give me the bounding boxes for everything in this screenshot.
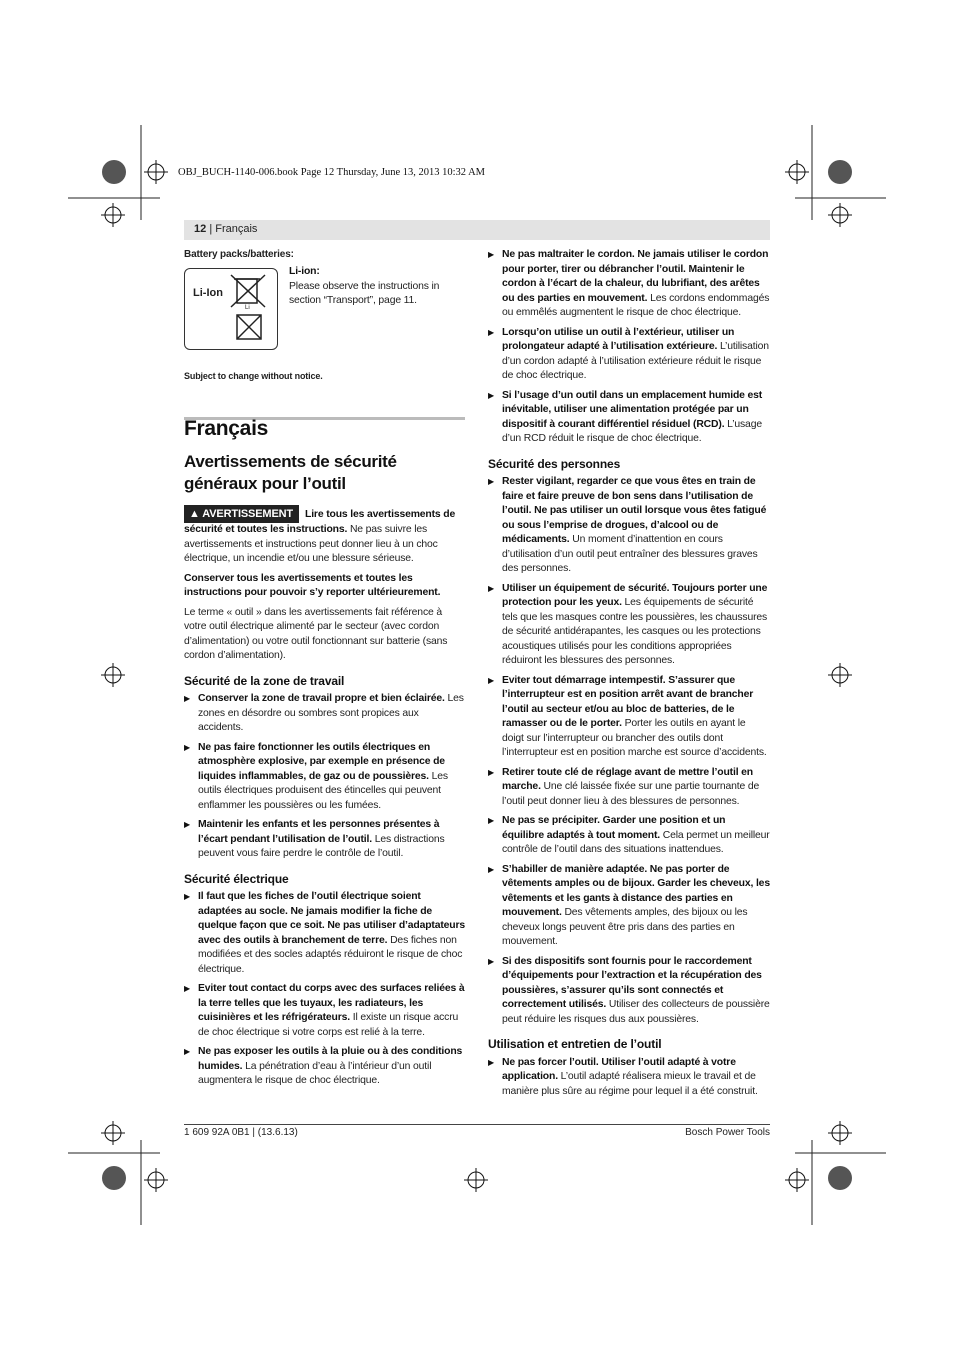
header-separator: |	[209, 223, 213, 235]
printer-info: OBJ_BUCH-1140-006.book Page 12 Thursday, June 13, 2013 10:32 AM	[178, 167, 486, 178]
warning-badge: ▲ AVERTISSEMENT	[184, 505, 299, 524]
triangle-right-icon: ▶	[488, 675, 495, 685]
triangle-right-icon: ▶	[488, 864, 495, 874]
section-heading: Sécurité électrique	[184, 871, 289, 886]
triangle-right-icon: ▶	[488, 1057, 495, 1067]
page-number: 12	[194, 223, 207, 235]
triangle-right-icon: ▶	[184, 892, 191, 901]
list-item: ▶ Ne pas maltraiter le cordon. Ne jamais utiliser le cordon pour porter, tirer ou débrancher l’outil. Maintenir le cordon à l’écart de la chaleur, du lubrifiant, des arêtes ou des parties en mouvement. Les cordons endommagés ou emmêlés augmentent le risque de choc électrique.	[488, 249, 770, 318]
list-item: ▶ Retirer toute clé de réglage avant de mettre l’outil en marche. Une clé laissée fixée sur une partie tournante de l’outil peut donner lieu à des blessures de personnes.	[488, 766, 760, 807]
right-column	[488, 248, 770, 1104]
change-notice: Subject to change without notice.	[184, 371, 323, 381]
left-main	[184, 418, 466, 1094]
triangle-right-icon: ▶	[488, 390, 495, 400]
header-language: Français	[215, 223, 258, 235]
section-heading: Sécurité des personnes	[488, 456, 621, 471]
triangle-right-icon: ▶	[184, 1047, 191, 1056]
triangle-right-icon: ▶	[488, 250, 495, 259]
list-item: ▶ Il faut que les fiches de l’outil électrique soient adaptées au socle. Ne jamais modifier la fiche de quelque façon que ce soit. Ne pas utiliser d’adaptateurs avec des outils à branchement de terre. Des fiches non modifiées et des socles adaptés réduiront le risque de choc électrique.	[184, 891, 466, 975]
triangle-right-icon: ▶	[488, 327, 495, 337]
li-label: Li	[245, 305, 250, 311]
triangle-right-icon: ▶	[184, 694, 191, 703]
list-item: ▶ Ne pas exposer les outils à la pluie ou à des conditions humides. La pénétration d’eau à l’intérieur d’un outil augmentera le risque de choc électrique.	[184, 1046, 463, 1086]
list-item: ▶ Eviter tout démarrage intempestif. S’assurer que l’interrupteur est en position arrêt avant de brancher l’outil au secteur et/ou au bloc de batteries, de le ramasser ou de le porter. Porter les outils en ayant le doigt sur l’interrupteur ou brancher des outils dont l’interrupteur est en position marche est source d’accidents.	[488, 674, 767, 758]
triangle-right-icon: ▶	[184, 984, 191, 993]
section-heading: Sécurité de la zone de travail	[184, 673, 345, 688]
battery-heading: Battery packs/batteries:	[184, 249, 294, 260]
list-item: ▶ Ne pas se précipiter. Garder une position et un équilibre adaptés à tout moment. Cela permet un meilleur contrôle de l’outil dans des situations inattendues.	[488, 815, 770, 855]
li-ion-text: Please observe the instructions in section “Transport”, page 11.	[289, 280, 440, 306]
li-ion-symbol	[184, 268, 278, 350]
list-item: ▶ Ne pas forcer l’outil. Utiliser l’outil adapté à votre application. L’outil adapté réalisera mieux le travail et de manière plus sûre au régime pour lequel il a été construit.	[488, 1056, 758, 1097]
right-intro-list	[488, 248, 770, 447]
list-item: ▶ Si l’usage d’un outil dans un emplacement humide est inévitable, utiliser une alimentation protégée par un dispositif à courant différentiel résiduel (RCD). L’usage d’un RCD réduit le risque de choc électrique.	[488, 389, 763, 444]
left-sections	[184, 674, 466, 1089]
footer-left: 1 609 92A 0B1 | (13.6.13)	[184, 1127, 298, 1138]
right-sections	[488, 457, 770, 1100]
triangle-right-icon: ▶	[488, 583, 495, 593]
footer-rule	[184, 1124, 770, 1125]
list-item: ▶ S’habiller de manière adaptée. Ne pas porter de vêtements amples ou de bijoux. Garder les cheveux, les vêtements et les gants à distance des parties en mouvement. Des vêtements amples, des bijoux ou les cheveux longs peuvent être pris dans des parties en mouvement.	[488, 863, 770, 947]
list-item: ▶ Ne pas faire fonctionner les outils électriques en atmosphère explosive, par exemple en présence de liquides inflammables, de gaz ou de poussières. Les outils électriques produisent des étincelles qui peuvent enflammer les poussières ou les fumées.	[184, 741, 448, 811]
crossed-bin-icon	[229, 273, 273, 345]
section-heading: Utilisation et entretien de l’outil	[488, 1037, 662, 1051]
warning-triangle-icon: ▲	[189, 507, 200, 520]
list-item: ▶ Si des dispositifs sont fournis pour le raccordement d’équipements pour l’extraction et la récupération des poussières, s’assurer qu’ils sont connectés et correctement utilisés. Utiliser des collecteurs de poussière peut réduire les risques dus aux poussières.	[488, 955, 770, 1025]
list-item: ▶ Maintenir les enfants et les personnes présentes à l’écart pendant l’utilisation de l’outil. Les distractions peuvent vous faire perdre le contrôle de l’outil.	[184, 819, 445, 859]
term-paragraph: Le terme « outil » dans les avertissements fait référence à votre outil électrique alimenté par le secteur (avec cordon d’alimentation) ou votre outil fonctionnant sur batterie (sans cordon d’alimentation).	[184, 606, 448, 661]
triangle-right-icon: ▶	[488, 816, 495, 825]
list-item: ▶ Eviter tout contact du corps avec des surfaces reliées à la terre telles que les tuyaux, les radiateurs, les cuisinières et les réfrigérateurs. Il existe un risque accru de choc électrique si votre corps est relié à la terre.	[184, 983, 465, 1038]
section-title: Avertissements de sécurité généraux pour l’outil	[184, 451, 397, 493]
li-ion-label: Li-Ion	[193, 287, 223, 299]
li-ion-note	[289, 265, 467, 314]
page-header	[184, 220, 770, 240]
list-item: ▶ Rester vigilant, regarder ce que vous êtes en train de faire et faire preuve de bon sens dans l’utilisation de l’outil. Ne pas utiliser un outil lorsque vous êtes fatigué ou sous l’emprise de drogues, d’alcool ou de médicaments. Un moment d’inattention en cours d’utilisation d’un outil peut entraîner des blessures graves des personnes.	[488, 476, 767, 574]
list-item: ▶ Lorsqu’on utilise un outil à l’extérieur, utiliser un prolongateur adapté à l’utilisation extérieure. L’utilisation d’un cordon adapté à l’utilisation extérieure réduit le risque de choc électrique.	[488, 326, 769, 381]
li-ion-subheading: Li-ion:	[289, 266, 320, 277]
triangle-right-icon: ▶	[488, 477, 495, 486]
triangle-right-icon: ▶	[184, 742, 191, 752]
triangle-right-icon: ▶	[488, 956, 495, 966]
warning-paragraph: ▲ AVERTISSEMENT Lire tous les avertissements de sécurité et toutes les instructions. Ne pas suivre les avertissements et instructions peut donner lieu à un choc électrique, un incendie et/ou une blessure sérieuse.	[184, 505, 466, 567]
triangle-right-icon: ▶	[184, 820, 191, 829]
list-item: ▶ Utiliser un équipement de sécurité. Toujours porter une protection pour les yeux. Les équipements de sécurité tels que les masques contre les poussières, les chaussures de sécurité antidérapantes, les casques ou les protections acoustiques utilisés pour les conditions appropriées réduiront les blessures des personnes.	[488, 582, 768, 666]
page-title: Français	[184, 417, 268, 440]
footer-right: Bosch Power Tools	[685, 1127, 770, 1138]
list-item: ▶ Conserver la zone de travail propre et bien éclairée. Les zones en désordre ou sombres sont propices aux accidents.	[184, 693, 464, 733]
keep-instructions: Conserver tous les avertissements et toutes les instructions pour pouvoir s’y reporter ultérieurement.	[184, 572, 441, 598]
triangle-right-icon: ▶	[488, 767, 495, 777]
